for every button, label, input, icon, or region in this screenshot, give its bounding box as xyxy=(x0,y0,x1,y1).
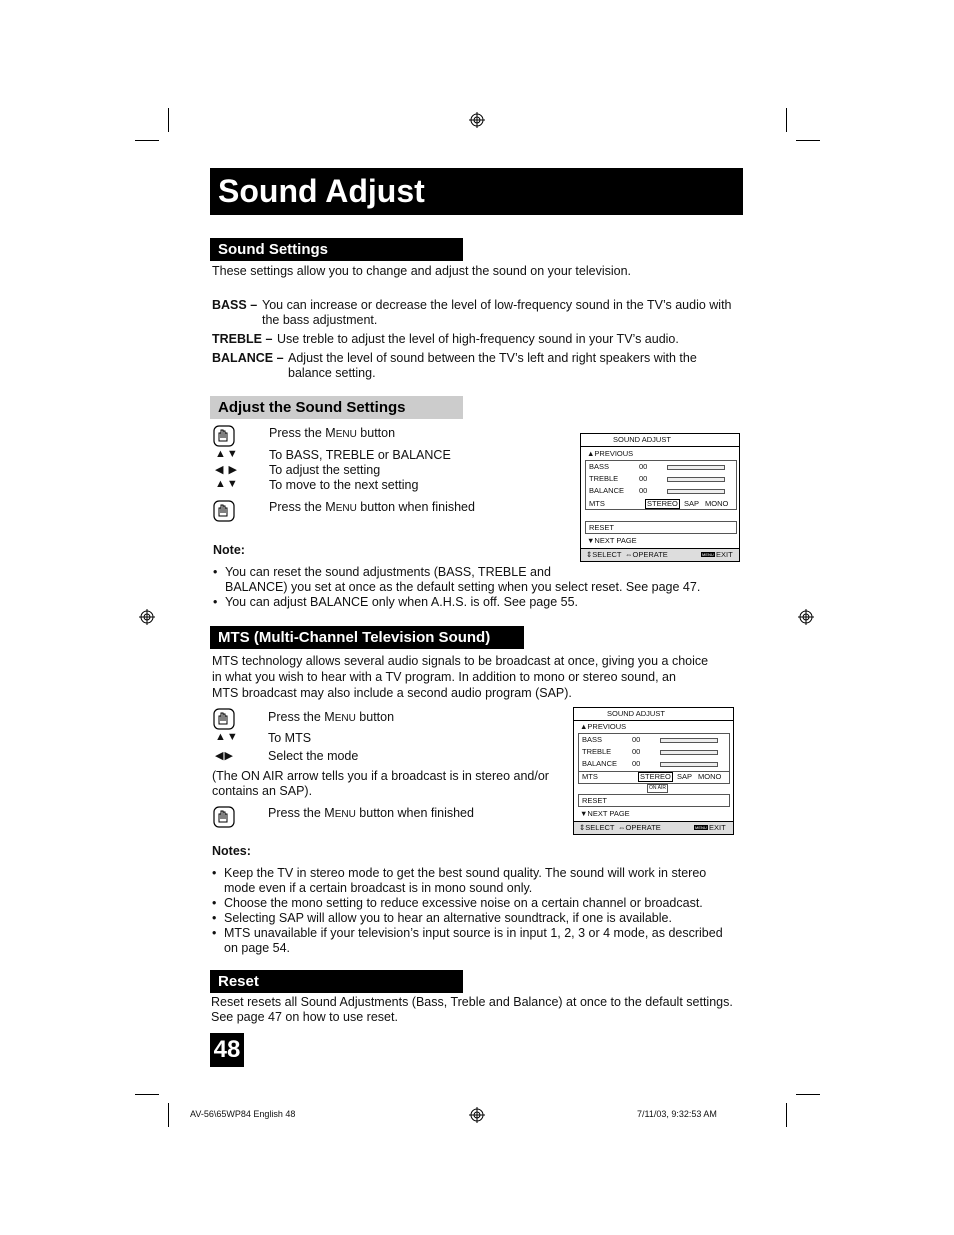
page-number: 48 xyxy=(210,1033,244,1067)
step-text: Press the MENU button xyxy=(268,710,395,724)
osd-stereo-option: STEREO xyxy=(647,499,678,508)
note-item: • Selecting SAP will allow you to hear an alternative soundtrack, if one is available. xyxy=(224,911,672,927)
osd-header xyxy=(581,434,739,447)
osd-bass-label: BASS xyxy=(582,735,603,744)
osd-bass-value: 00 xyxy=(639,462,648,471)
osd-menu-key: MENU xyxy=(695,825,707,830)
osd-exit-hint: EXIT xyxy=(709,823,726,832)
section-heading-sound-settings: Sound Settings xyxy=(210,238,463,261)
mts-intro: in what you wish to hear with a TV program. In addition to mono or stereo sound, an xyxy=(212,670,676,684)
hand-press-icon xyxy=(213,708,235,730)
osd-treble-value: 00 xyxy=(632,747,641,756)
note-item: on page 54. xyxy=(224,941,291,955)
balance-text: balance setting. xyxy=(288,366,376,380)
crop-mark xyxy=(796,140,820,141)
note-item: • Choose the mono setting to reduce excessive noise on a certain channel or broadcast. xyxy=(224,896,703,912)
note-label: Note: xyxy=(213,543,245,557)
note-item: • Keep the TV in stereo mode to get the best sound quality. The sound will work in stereo xyxy=(224,866,706,882)
osd-operate-hint: ⇔OPERATE xyxy=(625,550,668,559)
page-title: Sound Adjust xyxy=(210,168,743,215)
crop-mark xyxy=(796,1094,820,1095)
osd-treble-label: TREBLE xyxy=(589,474,619,483)
crop-mark xyxy=(786,1103,787,1127)
footer-timestamp: 7/11/03, 9:32:53 AM xyxy=(637,1109,717,1119)
balance-text: Adjust the level of sound between the TV’s left and right speakers with the xyxy=(288,351,697,365)
osd-bass-slider xyxy=(660,738,718,743)
hand-press-icon xyxy=(213,806,235,828)
osd-mts-label: MTS xyxy=(582,772,598,781)
note-item: mode even if a certain broadcast is in mono sound only. xyxy=(224,881,533,895)
treble-term: TREBLE – xyxy=(212,332,273,346)
note-item: • MTS unavailable if your television’s input source is in input 1, 2, 3 or 4 mode, as described xyxy=(224,926,723,942)
osd-reset: RESET xyxy=(589,523,615,532)
osd-on-air-indicator: ON AIR xyxy=(649,785,666,791)
step-text: To MTS xyxy=(268,731,312,745)
onair-note: (The ON AIR arrow tells you if a broadcast is in stereo and/or xyxy=(212,769,549,783)
osd-bass-slider xyxy=(667,465,725,470)
osd-bass-value: 00 xyxy=(632,735,641,744)
mts-intro: MTS technology allows several audio signals to be broadcast at once, giving you a choice xyxy=(212,654,709,668)
crop-mark xyxy=(168,108,169,132)
osd-treble-slider xyxy=(667,477,725,482)
osd-next-page: ▼NEXT PAGE xyxy=(587,536,637,545)
up-down-arrows-icon: ▲▼ xyxy=(215,731,239,743)
bass-text: You can increase or decrease the level of low-frequency sound in the TV’s audio with xyxy=(262,298,732,312)
osd-exit-hint: EXIT xyxy=(716,550,733,559)
hand-press-icon xyxy=(213,425,235,447)
osd-balance-label: BALANCE xyxy=(589,486,625,495)
registration-mark-icon xyxy=(798,609,814,625)
step-text: Press the MENU button when finished xyxy=(268,806,474,820)
reset-text: Reset resets all Sound Adjustments (Bass, Treble and Balance) at once to the default settings. xyxy=(211,995,733,1009)
section-heading-mts: MTS (Multi-Channel Television Sound) xyxy=(210,626,524,649)
crop-mark xyxy=(135,1094,159,1095)
reset-text: See page 47 on how to use reset. xyxy=(211,1010,398,1024)
bass-text: the bass adjustment. xyxy=(262,313,378,327)
balance-term: BALANCE – xyxy=(212,351,284,365)
onair-note: contains an SAP). xyxy=(212,784,313,798)
step-text: To adjust the setting xyxy=(269,463,381,477)
bass-term: BASS – xyxy=(212,298,258,312)
osd-select-hint: ⇕SELECT xyxy=(586,550,622,559)
osd-balance-value: 00 xyxy=(632,759,641,768)
step-text: Press the MENU button when finished xyxy=(269,500,475,514)
osd-mts-label: MTS xyxy=(589,499,605,508)
section-heading-reset: Reset xyxy=(210,970,463,993)
osd-balance-slider xyxy=(660,762,718,767)
osd-reset: RESET xyxy=(582,796,608,805)
crop-mark xyxy=(786,108,787,132)
step-text: Select the mode xyxy=(268,749,359,763)
intro-text: These settings allow you to change and adjust the sound on your television. xyxy=(212,264,632,278)
osd-mono-option: MONO xyxy=(705,499,729,508)
osd-next-page: ▼NEXT PAGE xyxy=(580,809,630,818)
step-text: To BASS, TREBLE or BALANCE xyxy=(269,448,451,462)
crop-mark xyxy=(168,1103,169,1127)
osd-sound-adjust-mts-screen xyxy=(573,707,734,835)
crop-mark xyxy=(135,140,159,141)
osd-sound-adjust-screen xyxy=(580,433,740,562)
osd-header xyxy=(574,708,733,721)
step-text: Press the MENU button xyxy=(269,426,396,440)
osd-balance-label: BALANCE xyxy=(582,759,618,768)
osd-footer xyxy=(574,821,733,834)
osd-mono-option: MONO xyxy=(698,772,722,781)
osd-stereo-option: STEREO xyxy=(640,772,671,781)
osd-sap-option: SAP xyxy=(677,772,693,781)
up-down-arrows-icon: ▲▼ xyxy=(215,448,239,460)
osd-operate-hint: ⇔OPERATE xyxy=(618,823,661,832)
osd-previous: ▲PREVIOUS xyxy=(580,722,627,731)
footer-file-info: AV-56\65WP84 English 48 xyxy=(190,1109,296,1119)
osd-balance-value: 00 xyxy=(639,486,648,495)
osd-title: SOUND ADJUST xyxy=(607,709,665,718)
osd-menu-key: MENU xyxy=(702,552,714,557)
up-down-arrows-icon: ▲▼ xyxy=(215,478,239,490)
notes-label: Notes: xyxy=(212,844,251,858)
osd-sap-option: SAP xyxy=(684,499,700,508)
treble-text: Use treble to adjust the level of high-frequency sound in your TV’s audio. xyxy=(277,332,679,346)
section-heading-adjust: Adjust the Sound Settings xyxy=(210,396,463,419)
osd-treble-value: 00 xyxy=(639,474,648,483)
osd-previous: ▲PREVIOUS xyxy=(587,449,634,458)
osd-treble-slider xyxy=(660,750,718,755)
osd-treble-label: TREBLE xyxy=(582,747,612,756)
note-item: • You can adjust BALANCE only when A.H.S. is off. See page 55. xyxy=(225,595,578,611)
registration-mark-icon xyxy=(469,112,485,128)
hand-press-icon xyxy=(213,500,235,522)
osd-balance-slider xyxy=(667,489,725,494)
osd-footer xyxy=(581,548,739,561)
left-right-arrows-icon: ◀ ▶ xyxy=(215,464,238,476)
osd-bass-label: BASS xyxy=(589,462,610,471)
step-text: To move to the next setting xyxy=(269,478,419,492)
registration-mark-icon xyxy=(139,609,155,625)
osd-title: SOUND ADJUST xyxy=(613,435,671,444)
note-item: BALANCE) you set at once as the default setting when you select reset. See page 47. xyxy=(225,580,701,594)
mts-intro: MTS broadcast may also include a second audio program (SAP). xyxy=(212,686,572,700)
registration-mark-icon xyxy=(469,1107,485,1123)
note-item: • You can reset the sound adjustments (BASS, TREBLE and xyxy=(225,565,551,581)
left-right-arrows-icon: ◀▶ xyxy=(215,750,234,762)
osd-select-hint: ⇕SELECT xyxy=(579,823,615,832)
